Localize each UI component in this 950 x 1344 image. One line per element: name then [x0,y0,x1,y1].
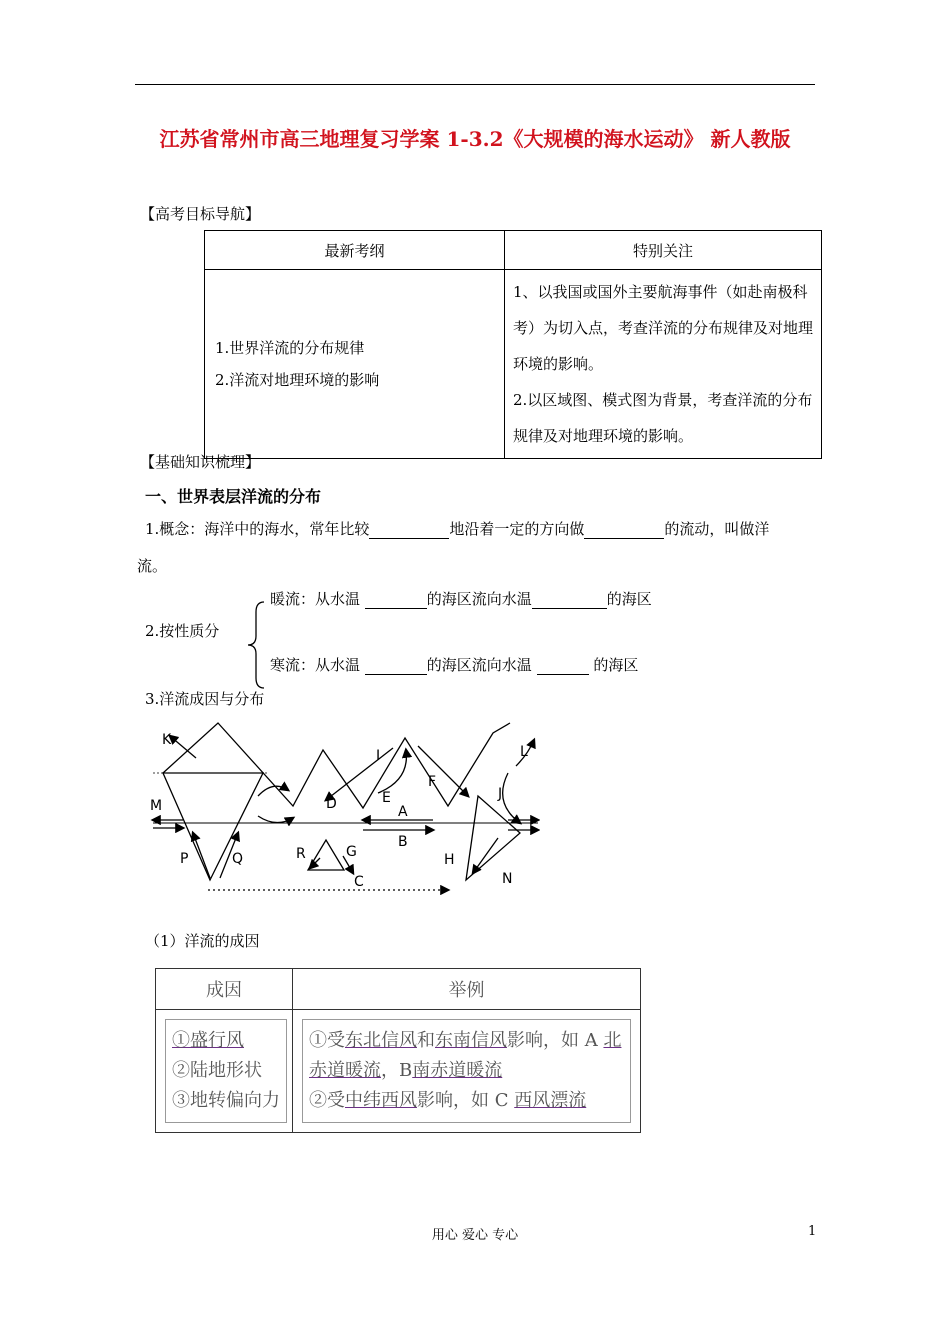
cause-table [155,968,641,1133]
concept-text-a: 1.概念：海洋中的海水，常年比较 [145,520,370,538]
concept-text-d: 流。 [137,557,168,575]
map-label: J [498,786,503,802]
map-label: R [296,846,306,862]
cause-col1-cell [156,1010,293,1133]
map-label: B [398,834,408,850]
warm-text-a: 暖流：从水温 [270,590,365,608]
example-1: ①受东北信风和东南信风影响，如 A 北赤道暖流，B南赤道暖流 [309,1030,622,1081]
cause-col2-header: 举例 [293,969,641,1010]
blank [532,590,607,609]
ocean-current-diagram [148,718,540,898]
goal-col1-cell [205,270,505,459]
blank [584,520,664,539]
map-label: A [398,804,408,820]
blank [369,520,449,539]
page-number: 1 [808,1224,817,1239]
map-label: N [502,871,513,887]
sub-heading-cause: （1）洋流的成因 [145,932,260,950]
map-label: D [326,796,337,812]
map-label: H [444,852,455,868]
map-label: I [376,748,381,764]
warm-text-b: 的海区流向水温 [426,590,532,608]
goal-col2-item: 1、以我国或国外主要航海事件（如赴南极科考）为切入点，考查洋流的分布规律及对地理环境的影响。 [513,283,814,373]
cause-col1-header: 成因 [156,969,293,1010]
top-rule [135,84,815,85]
goal-table [204,230,822,459]
nature-label: 2.按性质分 [145,622,220,640]
cold-text-b: 的海区流向水温 [426,656,537,674]
map-label: M [150,798,163,814]
cause-item: ①盛行风 [172,1030,244,1051]
concept-text-b: 地沿着一定的方向做 [449,520,585,538]
goal-col2-cell [505,270,822,459]
section-basic: 【基础知识梳理】 [140,453,261,471]
heading-ocean-currents: 一、世界表层洋流的分布 [145,487,322,506]
cause-col2-cell [293,1010,641,1133]
goal-col1-header: 最新考纲 [205,231,505,270]
map-label: C [354,874,364,890]
goal-col1-item: 1.世界洋流的分布规律 [215,339,365,357]
cold-text-a: 寒流：从水温 [270,656,365,674]
map-label: E [382,790,391,806]
map-label: Q [232,851,244,867]
page-title: 江苏省常州市高三地理复习学案 1-3.2《大规模的海水运动》 新人教版 [159,127,791,151]
map-label: F [428,774,437,790]
warm-text-c: 的海区 [606,590,652,608]
cause-heading: 3.洋流成因与分布 [145,690,265,708]
goal-col2-item: 2.以区域图、模式图为背景，考查洋流的分布规律及对地理环境的影响。 [513,391,813,445]
warm-current-line [270,588,652,609]
map-label: G [346,844,357,860]
cause-item: ③地转偏向力 [172,1090,280,1111]
section-goal: 【高考目标导航】 [140,205,261,223]
map-label: L [520,744,528,760]
example-2: ②受中纬西风影响，如 C 西风漂流 [309,1090,587,1111]
brace-icon [246,600,266,690]
cause-item: ②陆地形状 [172,1060,262,1081]
concept-text-c: 的流动，叫做洋 [664,520,770,538]
cold-text-c: 的海区 [588,656,639,674]
map-label: P [180,851,189,867]
blank [537,656,589,675]
cold-current-line [270,654,638,675]
page-footer: 用心 爱心 专心 [431,1228,519,1243]
goal-col2-header: 特别关注 [505,231,822,270]
concept-line [145,518,769,539]
blank [365,656,427,675]
blank [365,590,427,609]
map-label: K [162,732,172,748]
goal-col1-item: 2.洋流对地理环境的影响 [215,371,380,389]
